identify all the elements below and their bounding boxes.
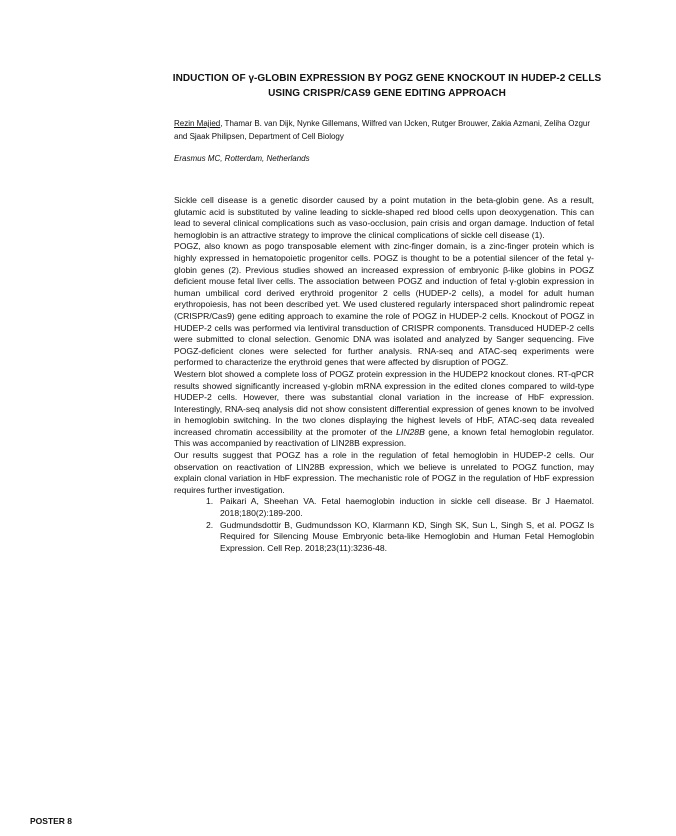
reference-list xyxy=(174,496,594,554)
results-text: Western blot showed a complete loss of POGZ protein expression in the HUDEP2 knockout clones. RT-qPCR results showed significantly increased γ-globin mRNA expression in the edited clones compared to wild-type HUDEP-2 cells. However, there was substantial clonal variation in the increase of HbF expression. Interestingly, RNA-seq analysis did not show consistent differential expression of genes known to be involved in hemoglobin switching. In the two clones displaying the highest levels of HbF, ATAC-seq data revealed increased chromatin accessibility at the promoter of the xyxy=(174,368,594,437)
abstract-body xyxy=(174,195,594,554)
reference-item xyxy=(174,496,594,519)
presenting-author: Rezin Majied xyxy=(174,119,221,128)
reference-number: 1. xyxy=(206,496,214,507)
reference-number: 2. xyxy=(206,519,214,530)
paragraph-methods: POGZ, also known as pogo transposable element with zinc-finger domain, is a zinc-finger protein which is highly expressed in hematopoietic progenitor cells. POGZ is thought to be a potential silencer of the fetal γ-globin genes (2). Previous studies showed an increased expression of embryonic β-like globins in POGZ deficient mouse fetal liver cells. The association between POGZ and induction of fetal γ-globin expression in human umbilical cord derived erythroid progenitor 2 cells (HUDEP-2 cells), a model for adult human erythropoiesis, has not been described yet. We used clustered regularly interspaced short palindromic repeat (CRISPR/Cas9) gene editing approach to examine the role of POGZ in HUDEP-2 cells. Knockout of POGZ in HUDEP-2 cells was performed via lentiviral transduction of CRISPR components. Transduced HUDEP-2 cells were submitted to clonal selection. Genomic DNA was isolated and analyzed by Sanger sequencing. Five POGZ-deficient clones were selected for further analysis. RNA-seq and ATAC-seq experiments were performed to characterize the erythroid genes that were affected by disruption of POGZ. xyxy=(174,241,594,368)
reference-item xyxy=(174,520,594,555)
author-list xyxy=(174,118,594,143)
reference-text: Paikari A, Sheehan VA. Fetal haemoglobin induction in sickle cell disease. Br J Haematol. 2018;180(2):189-200. xyxy=(220,496,594,519)
paragraph-results xyxy=(174,369,594,450)
poster-label: POSTER 8 xyxy=(30,816,73,826)
abstract-title: INDUCTION OF γ-GLOBIN EXPRESSION BY POGZ GENE KNOCKOUT IN HUDEP-2 CELLS USING CRISPR/CAS9 GENE EDITING APPROACH xyxy=(172,73,602,99)
results-text-end: gene, a known fetal hemoglobin regulator. This was accompanied by reactivation of LIN28B expression. xyxy=(174,426,594,449)
paragraph-background: Sickle cell disease is a genetic disorder caused by a point mutation in the beta-globin gene. As a result, glutamic acid is substituted by valine leading to sickle-shaped red blood cells upon deoxygenation. This can lead to several clinical complications such as vaso-occlusion, pain crisis and organ damage. Induction of fetal hemoglobin is an attractive strategy to improve the clinical complications of sickle cell disease (1). xyxy=(174,195,594,240)
gene-name: LIN28B xyxy=(396,426,425,437)
co-authors: , Thamar B. van Dijk, Nynke Gillemans, Wilfred van IJcken, Rutger Brouwer, Zakia Azmani, Zeliha Ozgur and Sjaak Philipsen, Department of Cell Biology xyxy=(174,119,591,141)
paragraph-conclusion: Our results suggest that POGZ has a role in the regulation of fetal hemoglobin in HUDEP-2 cells. Our observation on reactivation of LIN28B expression, which we believe is unrelated to POGZ function, may explain clonal variation in HbF expression. The mechanistic role of POGZ in the regulation of HbF expression requires further investigation. xyxy=(174,450,594,495)
affiliation: Erasmus MC, Rotterdam, Netherlands xyxy=(174,154,310,163)
reference-text: Gudmundsdottir B, Gudmundsson KO, Klarmann KD, Singh SK, Sun L, Singh S, et al. POGZ Is Required for Silencing Mouse Embryonic beta-like Hemoglobin and Human Fetal Hemoglobin Expression. Cell Rep. 2018;23(11):3236-48. xyxy=(220,519,594,553)
